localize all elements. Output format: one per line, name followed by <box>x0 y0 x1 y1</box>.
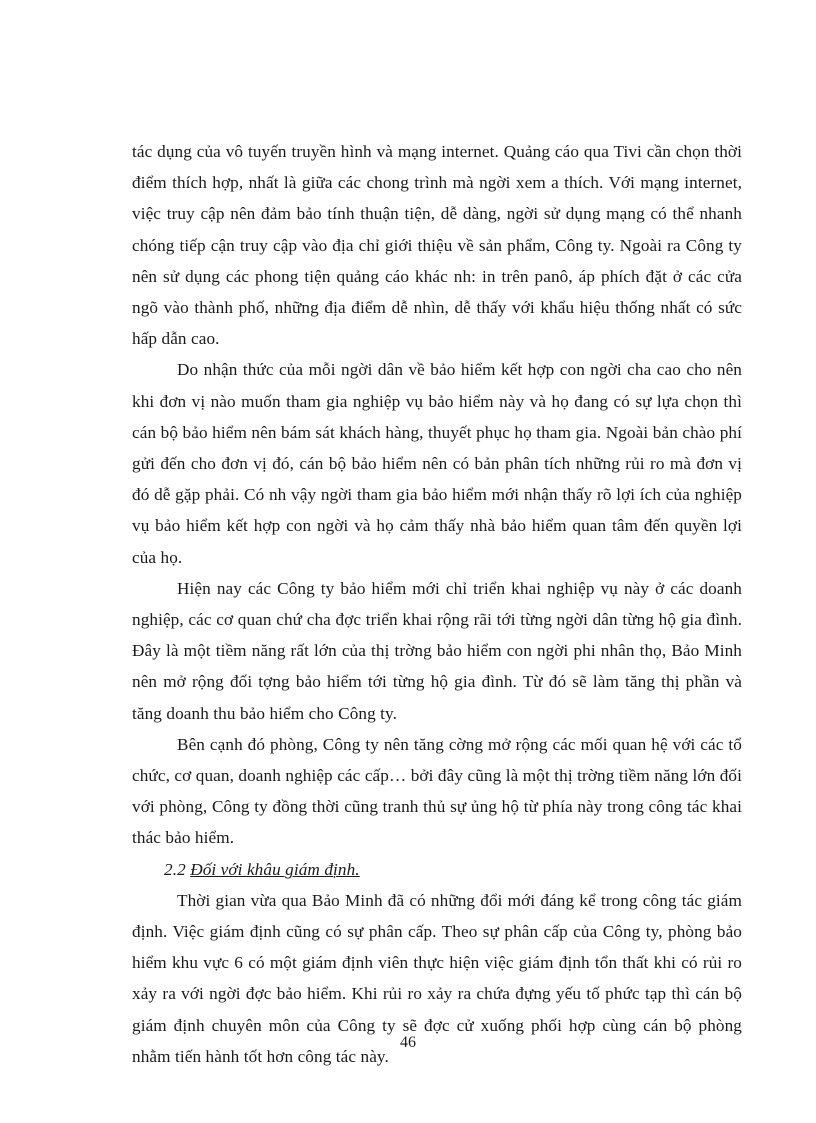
page-number: 46 <box>400 1034 416 1051</box>
paragraph-advertising: tác dụng của vô tuyến truyền hình và mạng internet. Quảng cáo qua Tivi cần chọn thời điểm thích hợp, nhất là giữa các chong trình mà ngời xem a thích. Với mạng internet, việc truy cập nên đảm bảo tính thuận tiện, dễ dàng, ngời sử dụng mạng có thể nhanh chóng tiếp cận truy cập vào địa chỉ giới thiệu về sản phẩm, Công ty. Ngoài ra Công ty nên sử dụng các phong tiện quảng cáo khác nh: in trên panô, áp phích đặt ở các cửa ngõ vào thành phố, những địa điểm dễ nhìn, dễ thấy với khẩu hiệu thống nhất có sức hấp dẫn cao. <box>132 142 742 349</box>
paragraph-expansion: Hiện nay các Công ty bảo hiểm mới chỉ triển khai nghiệp vụ này ở các doanh nghiệp, các cơ quan chứ cha đợc triển khai rộng rãi tới từng ngời dân từng hộ gia đình. Đây là một tiềm năng rất lớn của thị trờng bảo hiểm con ngời phi nhân thọ, Bảo Minh nên mở rộng đối tợng bảo hiểm tới từng hộ gia đình. Từ đó sẽ làm tăng thị phần và tăng doanh thu bảo hiểm cho Công ty. <box>132 578 742 723</box>
paragraph-relations: Bên cạnh đó phòng, Công ty nên tăng cờng mở rộng các mối quan hệ với các tổ chức, cơ quan, doanh nghiệp các cấp… bởi đây cũng là một thị trờng tiềm năng lớn đối với phòng, Công ty đồng thời cũng tranh thủ sự ủng hộ từ phía này trong công tác khai thác bảo hiểm. <box>132 734 742 848</box>
body-text <box>132 136 742 1072</box>
section-heading <box>132 854 742 885</box>
section-title: Đối với khâu giám định. <box>190 859 360 879</box>
paragraph-assessment: Thời gian vừa qua Bảo Minh đã có những đổi mới đáng kể trong công tác giám định. Việc giám định cũng có sự phân cấp. Theo sự phân cấp của Công ty, phòng bảo hiểm khu vực 6 có một giám định viên thực hiện việc giám định tổn thất khi có rủi ro xảy ra với ngời đợc bảo hiểm. Khi rủi ro xảy ra chứa đựng yếu tố phức tạp thì cán bộ giám định chuyên môn của Công ty sẽ đợc cử xuống phối hợp cùng cán bộ phòng nhằm tiến hành tốt hơn công tác này. <box>132 890 742 1066</box>
paragraph-awareness: Do nhận thức của mỗi ngời dân về bảo hiểm kết hợp con ngời cha cao cho nên khi đơn vị nào muốn tham gia nghiệp vụ bảo hiểm này và họ đang có sự lựa chọn thì cán bộ bảo hiểm nên bám sát khách hàng, thuyết phục họ tham gia. Ngoài bản chào phí gửi đến cho đơn vị đó, cán bộ bảo hiểm nên có bản phân tích những rủi ro mà đơn vị đó dễ gặp phải. Có nh vậy ngời tham gia bảo hiểm mới nhận thấy rõ lợi ích của nghiệp vụ bảo hiểm kết hợp con ngời và họ cảm thấy nhà bảo hiểm quan tâm đến quyền lợi của họ. <box>132 360 742 567</box>
section-number: 2.2 <box>164 859 186 879</box>
